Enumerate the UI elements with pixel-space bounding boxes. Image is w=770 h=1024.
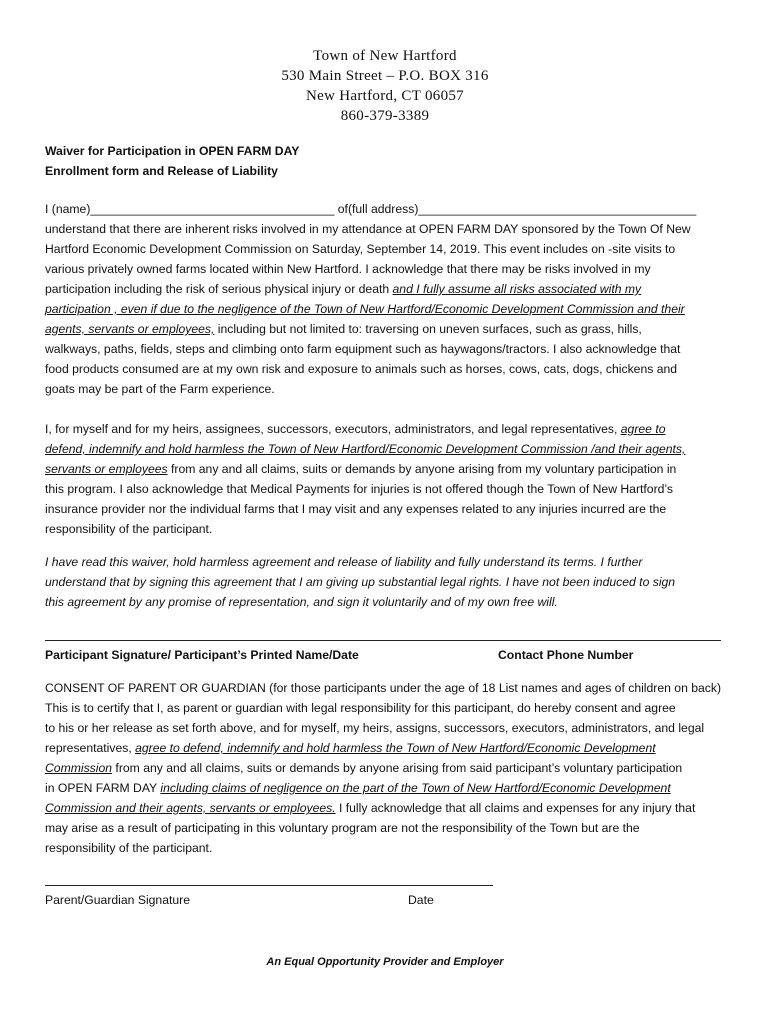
text-span: from any and all claims, suits or demands by anyone arising from said participant’s voluntary participation xyxy=(112,761,683,775)
emphasis-span: participation , even if due to the negligence of the Town of New Hartford/Economic Development Commission and their xyxy=(45,302,685,316)
name-address-line: I (name)____________________________________ of(full address)_________________________________________ xyxy=(45,202,697,216)
emphasis-span: agree to defend, indemnify and hold harmless the Town of New Hartford/Economic Development xyxy=(135,741,656,755)
text-line: various privately owned farms located within New Hartford. I acknowledge that there may be risks involved in my xyxy=(45,262,651,276)
guardian-signature-line[interactable] xyxy=(45,885,493,886)
emphasis-span: agree to xyxy=(620,422,666,436)
text-line: This is to certify that I, as parent or guardian with legal responsibility for this participant, do hereby consent and agree xyxy=(45,701,676,715)
text-line xyxy=(45,758,731,778)
town-street: 530 Main Street – P.O. BOX 316 xyxy=(281,68,489,84)
text-line: responsibility of the participant. xyxy=(45,522,213,536)
text-span: representatives, xyxy=(45,741,136,755)
emphasis-span: agents, servants or employees, xyxy=(45,322,215,336)
text-line: walkways, paths, fields, steps and climbing onto farm equipment such as haywagons/tractors. I also acknowledge that xyxy=(45,342,681,356)
text-line: this agreement by any promise of representation, and sign it voluntarily and of my own free will. xyxy=(45,595,558,609)
participant-signature-line[interactable] xyxy=(45,640,721,641)
text-line: understand that by signing this agreement that I am giving up substantial legal rights. I have not been induced to sign xyxy=(45,575,676,589)
text-line: Hartford Economic Development Commission on Saturday, September 14, 2019. This event includes on -site visits to xyxy=(45,242,676,256)
text-line xyxy=(45,299,731,319)
guardian-date-label: Date xyxy=(408,893,434,907)
text-span: from any and all claims, suits or demands by anyone arising from my voluntary participation in xyxy=(167,462,677,476)
text-line: responsibility of the participant. xyxy=(45,841,213,855)
town-header xyxy=(0,46,770,126)
text-line xyxy=(45,279,731,299)
form-title xyxy=(45,141,299,181)
text-span: participation including the risk of serious physical injury or death xyxy=(45,282,393,296)
text-line: may arise as a result of participating in this voluntary program are not the responsibility of the Town but are the xyxy=(45,821,640,835)
waiver-paragraph-3 xyxy=(45,552,731,612)
participant-signature-label: Participant Signature/ Participant’s Printed Name/Date xyxy=(45,648,359,662)
title-line-1: Waiver for Participation in OPEN FARM DAY xyxy=(45,144,300,158)
text-line: this program. I also acknowledge that Medical Payments for injuries is not offered though the Town of New Hartford’s xyxy=(45,482,673,496)
text-span: I fully acknowledge that all claims and expenses for any injury that xyxy=(335,801,696,815)
waiver-paragraph-1 xyxy=(45,199,731,399)
emphasis-span: servants or employees xyxy=(45,462,168,476)
emphasis-span: and I fully assume all risks associated with my xyxy=(392,282,642,296)
text-line xyxy=(45,419,731,439)
text-span: in OPEN FARM DAY xyxy=(45,781,161,795)
text-line xyxy=(45,798,731,818)
town-name: Town of New Hartford xyxy=(313,48,457,64)
waiver-paragraph-2 xyxy=(45,419,731,539)
emphasis-span: including claims of negligence on the part of the Town of New Hartford/Economic Development xyxy=(160,781,671,795)
text-line: insurance provider nor the individual farms that I may visit and any expenses related to any injuries incurred are the xyxy=(45,502,667,516)
emphasis-span: Commission xyxy=(45,761,113,775)
emphasis-span: defend, indemnify and hold harmless the Town of New Hartford/Economic Development Commission /and their agents, xyxy=(45,442,686,456)
guardian-signature-label: Parent/Guardian Signature xyxy=(45,893,190,907)
text-line xyxy=(45,778,731,798)
text-line xyxy=(45,439,731,459)
text-line xyxy=(45,738,731,758)
text-line: goats may be part of the Farm experience. xyxy=(45,382,275,396)
text-line: I have read this waiver, hold harmless agreement and release of liability and fully understand its terms. I further xyxy=(45,555,643,569)
text-span: I, for myself and for my heirs, assignees, successors, executors, administrators, and legal representatives, xyxy=(45,422,621,436)
text-line: food products consumed are at my own risk and exposure to animals such as horses, cows, cats, dogs, chickens and xyxy=(45,362,678,376)
town-city: New Hartford, CT 06057 xyxy=(306,88,464,104)
guardian-consent-paragraph xyxy=(45,678,731,858)
text-line xyxy=(45,319,731,339)
text-line xyxy=(45,459,731,479)
emphasis-span: Commission and their agents, servants or employees. xyxy=(45,801,336,815)
text-line: to his or her release as set forth above, and for myself, my heirs, assigns, successors, executors, administrators, and legal xyxy=(45,721,705,735)
town-phone: 860-379-3389 xyxy=(340,108,430,124)
contact-phone-label: Contact Phone Number xyxy=(498,648,634,662)
text-span: including but not limited to: traversing on uneven surfaces, such as grass, hills, xyxy=(214,322,642,336)
footer-statement: An Equal Opportunity Provider and Employer xyxy=(266,956,504,968)
title-line-2: Enrollment form and Release of Liability xyxy=(45,164,278,178)
text-line: CONSENT OF PARENT OR GUARDIAN (for those participants under the age of 18 List names and ages of children on back) xyxy=(45,681,722,695)
text-line: understand that there are inherent risks involved in my attendance at OPEN FARM DAY sponsored by the Town Of New xyxy=(45,222,691,236)
